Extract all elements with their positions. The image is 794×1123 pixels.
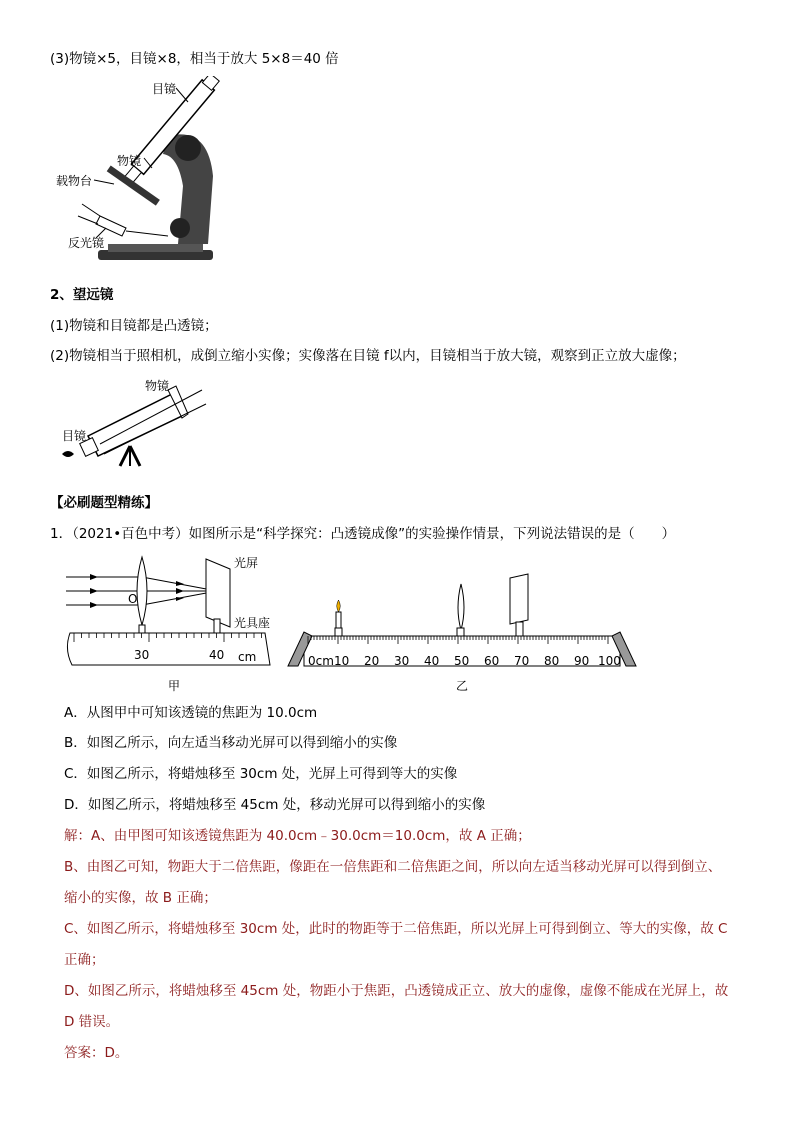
jia-caption: 甲 <box>168 679 181 693</box>
solution-line-4: C、如图乙所示，将蜡烛移至 30cm 处，此时的物距等于二倍焦距，所以光屏上可得到倒立、等大的实像，故 C <box>64 921 728 937</box>
yi-tick-40: 40 <box>424 654 440 668</box>
microscope-eyepiece-label: 目镜 <box>152 82 177 96</box>
practice-heading: 【必刷题型精练】 <box>50 495 158 511</box>
telescope-figure <box>60 374 210 472</box>
jia-screen-label: 光屏 <box>234 556 259 570</box>
telescope-line2: (2)物镜相当于照相机，成倒立缩小实像；实像落在目镜 f以内，目镜相当于放大镜，观察到正立放大虚像； <box>50 348 686 364</box>
microscope-objective-label: 物镜 <box>117 154 142 168</box>
practice-question: 1．（2021•百色中考）如图所示是“科学探究：凸透镜成像”的实验操作情景，下列说法错误的是（ ） <box>50 526 676 542</box>
yi-tick-100: 100 <box>598 654 621 668</box>
jia-tick-30: 30 <box>134 648 150 662</box>
jia-holder-label: 光具座 <box>234 616 271 630</box>
solution-line-5: 正确； <box>64 952 105 968</box>
yi-tick-70: 70 <box>514 654 530 668</box>
option-a: A．从图甲中可知该透镜的焦距为 10.0cm <box>64 705 318 721</box>
microscope-line3: (3)物镜×5，目镜×8，相当于放大 5×8＝40 倍 <box>50 51 339 67</box>
yi-tick-20: 20 <box>364 654 380 668</box>
option-c: C．如图乙所示，将蜡烛移至 30cm 处，光屏上可得到等大的实像 <box>64 766 458 782</box>
solution-line-3: 缩小的实像，故 B 正确； <box>64 890 217 906</box>
yi-tick-labels <box>305 654 625 668</box>
telescope-objective-label: 物镜 <box>145 379 170 393</box>
yi-tick-80: 80 <box>544 654 560 668</box>
jia-tick-40: 40 <box>209 648 225 662</box>
yi-tick-90: 90 <box>574 654 590 668</box>
solution-line-7: D 错误。 <box>64 1014 120 1030</box>
yi-tick-50: 50 <box>454 654 470 668</box>
yi-tick-0: 0cm <box>308 654 334 668</box>
yi-tick-30: 30 <box>394 654 410 668</box>
jia-origin-label: O <box>128 592 138 606</box>
telescope-eyepiece-label: 目镜 <box>62 429 87 443</box>
option-b: B．如图乙所示，向左适当移动光屏可以得到缩小的实像 <box>64 735 398 751</box>
solution-line-6: D、如图乙所示，将蜡烛移至 45cm 处，物距小于焦距，凸透镜成正立、放大的虚像，虚像不能成在光屏上，故 <box>64 983 729 999</box>
telescope-heading: 2、望远镜 <box>50 287 114 303</box>
yi-tick-60: 60 <box>484 654 500 668</box>
solution-answer: 答案：D。 <box>64 1045 129 1061</box>
jia-unit: cm <box>238 650 257 664</box>
yi-tick-10: 10 <box>334 654 350 668</box>
telescope-line1: (1)物镜和目镜都是凸透镜； <box>50 318 218 334</box>
yi-caption: 乙 <box>456 679 469 693</box>
microscope-mirror-label: 反光镜 <box>68 236 105 250</box>
option-d: D．如图乙所示，将蜡烛移至 45cm 处，移动光屏可以得到缩小的实像 <box>64 797 486 813</box>
solution-line-2: B、由图乙可知，物距大于二倍焦距，像距在一倍焦距和二倍焦距之间，所以向左适当移动光屏可以得到倒立、 <box>64 859 722 875</box>
microscope-stage-label: 载物台 <box>56 174 93 188</box>
solution-line-1: 解：A、由甲图可知该透镜焦距为 40.0cm﹣30.0cm＝10.0cm，故 A 正确； <box>64 828 531 844</box>
